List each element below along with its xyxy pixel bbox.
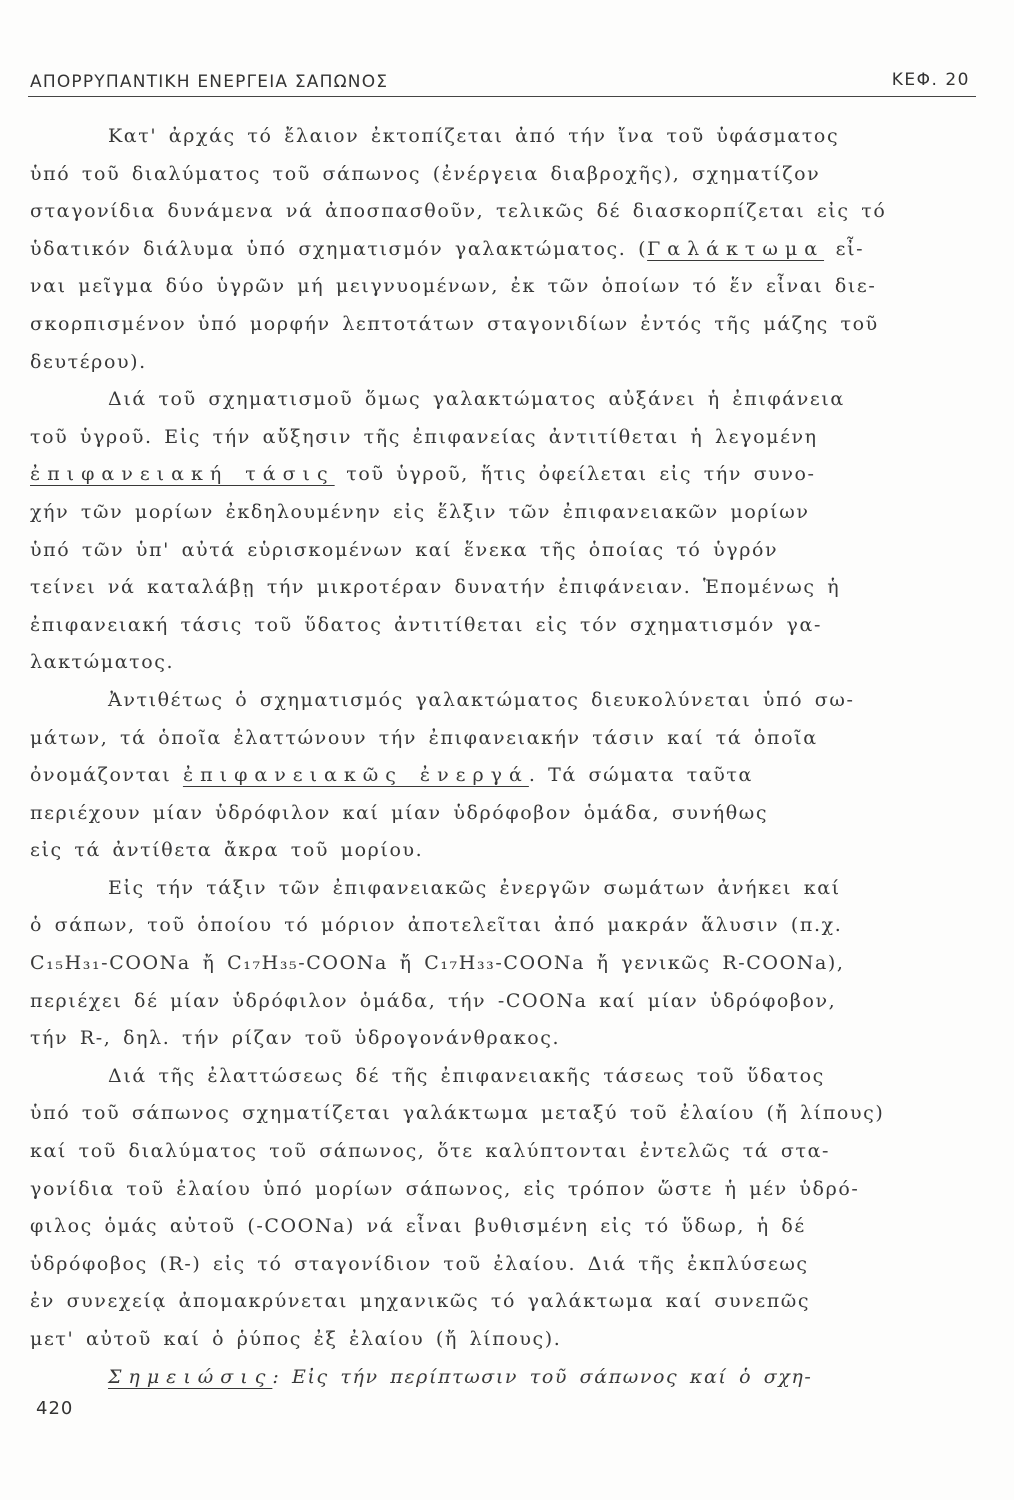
- text-line: ὑπό τοῦ σάπωνος σχηματίζεται γαλάκτωμα μεταξύ τοῦ ἐλαίου (ἤ λίπους): [30, 1102, 885, 1125]
- text-line: τείνει νά καταλάβῃ τήν μικροτέραν δυνατήν ἐπιφάνειαν. Ἑπομένως ἡ: [30, 576, 841, 599]
- term-surface-tension: ἐπιφανειακή τάσις: [30, 463, 335, 486]
- text-line: Ἀντιθέτως ὁ σχηματισμός γαλακτώματος διευκολύνεται ὑπό σω-: [108, 688, 855, 711]
- page-number: 420: [36, 1398, 74, 1419]
- text-line: γονίδια τοῦ ἐλαίου ὑπό μορίων σάπωνος, εἰς τρόπον ὥστε ἡ μέν ὑδρό-: [30, 1177, 860, 1200]
- notes-line: [30, 1359, 988, 1397]
- text-line: τοῦ ὑγροῦ. Εἰς τήν αὔξησιν τῆς ἐπιφανείας ἀντιτίθεται ἡ λεγομένη: [30, 425, 818, 448]
- running-header: [28, 70, 976, 97]
- text-line: ὑδρόφοβος (R-) εἰς τό σταγονίδιον τοῦ ἐλαίου. Διά τῆς ἐκπλύσεως: [30, 1252, 809, 1275]
- text-line: Διά τῆς ἐλαττώσεως δέ τῆς ἐπιφανειακῆς τάσεως τοῦ ὕδατος: [108, 1064, 825, 1087]
- text-line: Διά τοῦ σχηματισμοῦ ὅμως γαλακτώματος αὐξάνει ἡ ἐπιφάνεια: [108, 388, 845, 411]
- text-line: ἐπιφανειακή τάσις τοῦ ὕδατος ἀντιτίθεται εἰς τόν σχηματισμόν γα-: [30, 613, 822, 636]
- text-line: σκορπισμένον ὑπό μορφήν λεπτοτάτων σταγονιδίων ἐντός τῆς μάζης τοῦ: [30, 312, 879, 335]
- text-line: δευτέρου).: [30, 350, 147, 373]
- text-line: C₁₅H₃₁-COONa ἤ C₁₇H₃₅-COONa ἤ C₁₇H₃₃-COONa ἤ γενικῶς R-COONa),: [30, 952, 845, 975]
- text-line: τήν R-, δηλ. τήν ρίζαν τοῦ ὑδρογονάνθρακος.: [30, 1027, 561, 1050]
- text-fragment: ὀνομάζονται: [30, 764, 183, 787]
- text-line: μάτων, τά ὁποῖα ἐλαττώνουν τήν ἐπιφανειακήν τάσιν καί τά ὁποῖα: [30, 726, 818, 749]
- text-line: περιέχει δέ μίαν ὑδρόφιλον ὁμάδα, τήν -COONa καί μίαν ὑδρόφοβον,: [30, 989, 837, 1012]
- text-line: χήν τῶν μορίων ἐκδηλουμένην εἰς ἕλξιν τῶν ἐπιφανειακῶν μορίων: [30, 500, 810, 523]
- text-line: [30, 231, 988, 269]
- text-line: ὑπό τοῦ διαλύματος τοῦ σάπωνος (ἐνέργεια διαβροχῆς), σχηματίζον: [30, 162, 821, 185]
- text-line: ναι μεῖγμα δύο ὑγρῶν μή μειγνυομένων, ἐκ τῶν ὁποίων τό ἕν εἶναι διε-: [30, 275, 877, 298]
- text-fragment: τοῦ ὑγροῦ, ἥτις ὀφείλεται εἰς τήν συνο-: [334, 463, 816, 486]
- header-title: ΑΠΟΡΡΥΠΑΝΤΙΚΗ ΕΝΕΡΓΕΙΑ ΣΑΠΩΝΟΣ: [30, 72, 389, 92]
- text-fragment: ὑδατικόν διάλυμα ὑπό σχηματισμόν γαλακτώματος. (: [30, 237, 648, 260]
- term-galaktoma: Γαλάκτωμα: [647, 237, 825, 260]
- text-line: ἐν συνεχείᾳ ἀπομακρύνεται μηχανικῶς τό γαλάκτωμα καί συνεπῶς: [30, 1290, 811, 1313]
- text-line: [30, 757, 988, 795]
- text-line: σταγονίδια δυνάμενα νά ἀποσπασθοῦν, τελικῶς δέ διασκορπίζεται εἰς τό: [30, 200, 887, 223]
- term-surface-active: ἐπιφανειακῶς ἐνεργά: [182, 764, 529, 787]
- text-line: λακτώματος.: [30, 651, 175, 674]
- text-line: ὑπό τῶν ὑπ' αὐτά εὑρισκομένων καί ἕνεκα τῆς ὁποίας τό ὑγρόν: [30, 538, 779, 561]
- text-line: Εἰς τήν τάξιν τῶν ἐπιφανειακῶς ἐνεργῶν σωμάτων ἀνήκει καί: [108, 876, 841, 899]
- text-line: μετ' αὐτοῦ καί ὁ ῥύπος ἐξ ἐλαίου (ἤ λίπους).: [30, 1328, 562, 1350]
- text-fragment: εἶ-: [824, 237, 865, 260]
- text-line: περιέχουν μίαν ὑδρόφιλον καί μίαν ὑδρόφοβον ὁμάδα, συνήθως: [30, 801, 769, 824]
- text-line: ὁ σάπων, τοῦ ὁποίου τό μόριον ἀποτελεῖται ἀπό μακράν ἅλυσιν (π.χ.: [30, 914, 843, 937]
- text-fragment: . Τά σώματα ταῦτα: [528, 764, 753, 787]
- text-line: [30, 456, 988, 494]
- chapter-label: ΚΕΦ. 20: [891, 70, 970, 90]
- text-line: φιλος ὁμάς αὐτοῦ (-COONa) νά εἶναι βυθισμένη εἰς τό ὕδωρ, ἡ δέ: [30, 1215, 806, 1238]
- text-line: Κατ' ἀρχάς τό ἔλαιον ἐκτοπίζεται ἀπό τήν ἴνα τοῦ ὑφάσματος: [108, 125, 840, 147]
- text-line: καί τοῦ διαλύματος τοῦ σάπωνος, ὅτε καλύπτονται ἐντελῶς τά στα-: [30, 1140, 831, 1163]
- notes-text: : Εἰς τήν περίπτωσιν τοῦ σάπωνος καί ὁ σχη-: [272, 1365, 813, 1388]
- notes-label: Σημειώσις: [108, 1365, 273, 1388]
- text-line: εἰς τά ἀντίθετα ἄκρα τοῦ μορίου.: [30, 839, 424, 862]
- body-text: [30, 118, 988, 1396]
